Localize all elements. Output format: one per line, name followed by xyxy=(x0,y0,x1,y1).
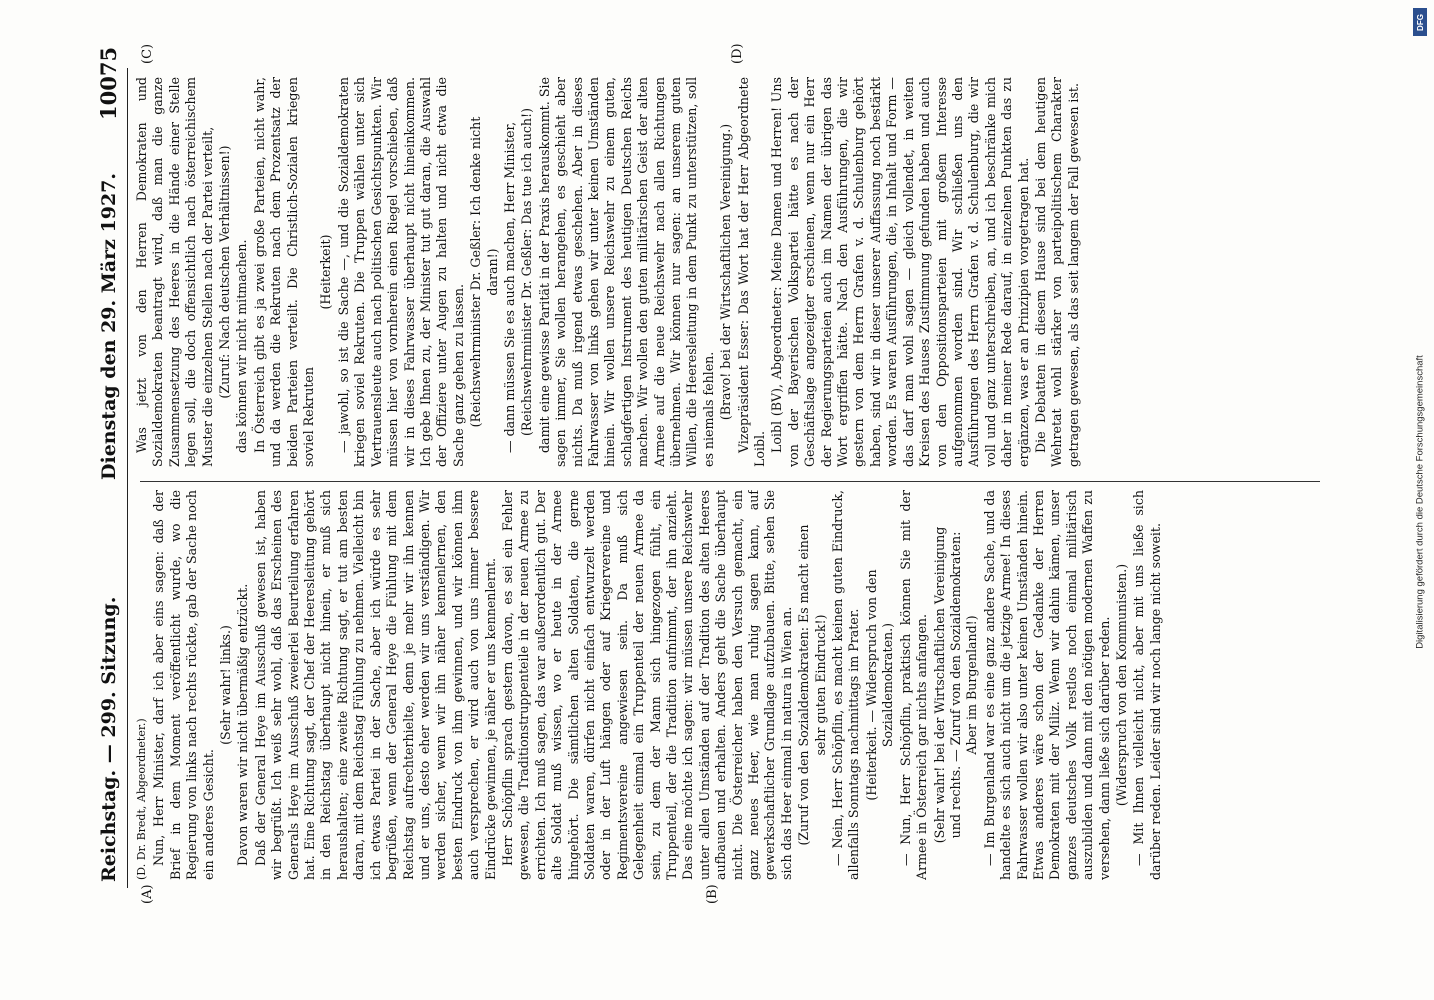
text-paragraph: — Im Burgenland war es eine ganz andere Sache, und da handelte es sich auch nicht um die jetzige Armee! In dieses Fahrwasser wollen wir also unter keinen Umständen hinein. Etwas anderes wäre schon der Gedanke der Herren Demokraten mit der Miliz. Wenn wir dahin kämen, unser ganzes deutsches Volk restlos noch einmal militärisch auszubilden und dann mit den nötigen modernen Waffen zu versehen, dann ließe sich darüber reden. xyxy=(981,490,1112,880)
interjection-paragraph: (Widerspruch von den Kommunisten.) xyxy=(1113,563,1129,807)
text-paragraph: — Nun, Herr Schöpflin, praktisch können Sie mit der Armee in Österreich gar nichts anfangen. xyxy=(897,490,930,880)
text-paragraph: — Mit Ihnen vielleicht nicht, aber mit uns ließe sich darüber reden. Leider sind wir noch lange nicht soweit. xyxy=(1131,490,1163,880)
text-paragraph: das können wir nicht mitmachen. xyxy=(234,239,250,453)
margin-marker-a: (A) xyxy=(140,884,155,904)
digitization-note: Digitalisierung gefördert durch die Deutsche Forschungsgemeinschaft xyxy=(1414,355,1426,649)
margin-marker-d: (D) xyxy=(730,43,745,64)
page-header xyxy=(92,0,126,1000)
text-paragraph: Was jetzt von den Herren Demokraten und Sozialdemokraten beantragt wird, daß man die ganze Zusammensetzung des Heeres in die Hände einer Stelle legen soll, die doch offensichtlich nach österreichischem Muster die einzelnen Stellen nach der Partei verteilt, xyxy=(134,77,215,467)
text-paragraph: In Österreich gibt es ja zwei große Parteien, nicht wahr, und da werden die Rekruten nach dem Prozentsatz der beiden Parteien verteilt. Die Christlich-Sozialen kriegen soviel Rekruten xyxy=(251,77,317,467)
page-number: 10075 xyxy=(96,46,121,120)
text-paragraph: — jawohl, so ist die Sache —, und die Sozialdemokraten kriegen soviel Rekruten. Die Truppen wählen unter sich Vertrauensleute auch nach politischen Gesichtspunkten. Wir müssen hier von vornherein einen Riegel vorschieben, daß wir in dieses Fahrwasser überhaupt nicht hineinkommen. Ich gebe Ihnen zu, der Minister tut gut daran, die Auswahl der Offiziere unter Augen zu halten und nicht etwa die Sache ganz gehen zu lassen. xyxy=(335,77,466,467)
header-left: Reichstag. — 299. Sitzung. xyxy=(98,596,120,882)
margin-marker-c: (C) xyxy=(140,43,155,64)
header-center-date: Dienstag den 29. März 1927. xyxy=(98,172,120,480)
interjection-paragraph: (Sehr wahr! links.) xyxy=(218,625,234,745)
text-paragraph: Loibl (BV), Abgeordneter: Meine Damen und Herren! Uns von der Bayerischen Volkspartei hätte es nach der Geschäftslage angezeigter erschienen, wenn nur ein Herr der Regierungsparteien auch im Namen der übrigen das Wort ergriffen hätte. Nach den Ausführungen, die wir gestern von dem Herrn Grafen v. d. Schulenburg gehört haben, sind wir in dieser unserer Auffassung noch bestärkt worden. Es waren Ausführungen, die, in Inhalt und Form — das darf man wohl sagen — gleich vollendet, in weiten Kreisen des Hauses Zustimmung gefunden haben und auch von den Oppositionsparteien mit großem Interesse aufgenommen worden sind. Wir schließen uns den Ausführungen des Herrn Grafen v. d. Schulenburg, die wir voll und ganz unterschreiben, an, und ich beschränke mich daher in meiner Rede darauf, in einzelnen Punkten das zu ergänzen, was er an Prinzipien vorgetragen hat. xyxy=(769,77,1031,467)
margin-marker-b: (B) xyxy=(705,884,720,904)
text-paragraph: damit eine gewisse Parität in der Praxis herauskommt. Sie sagen immer, Sie wollen herangehen, es geschieht aber nichts. Da muß irgend etwas geschehen. Aber in dieses Fahrwasser von links gehen wir unter keinen Umständen hinein. Wir wollen unsere Reichswehr zu einem guten, schlagfertigen Instrument des heutigen Deutschen Reichs machen. Wir wollen den guten militärischen Geist der alten Armee auf die neue Reichswehr nach allen Richtungen übernehmen. Wir können nur sagen: an unserem guten Willen, die Heeresleitung in dem Punkt zu unterstützen, soll es niemals fehlen. xyxy=(536,77,716,467)
interjection-paragraph: (Zuruf: Nach deutschen Verhältnissen!) xyxy=(217,145,233,399)
header-rule xyxy=(127,68,128,888)
text-paragraph: Davon waren wir nicht übermäßig entzückt. xyxy=(235,583,251,866)
interjection-paragraph: (Reichswehrminister Dr. Geßler: Das tue ich auch!) xyxy=(519,107,535,437)
interjection-paragraph: (Zuruf von den Sozialdemokraten: Es macht einen sehr guten Eindruck!) xyxy=(796,524,828,846)
text-paragraph: Herr Schöpflin sprach gestern davon, es sei ein Fehler gewesen, die Traditionstruppenteile in der neuen Armee zu errichten. Ich muß sagen, das war außerordentlich gut. Der alte Soldat muß wissen, wo er heute in der Armee hingehört. Die sämtlichen alten Soldaten, die gerne Soldaten waren, dürfen nicht einfach entwurzelt werden oder in der Luft hängen oder auf Kriegervereine und Regimentsvereine angewiesen sein. Da muß sich Gelegenheit einmal ein Truppenteil der neuen Armee da sein, zu dem der Mann sich hingezogen fühlt, ein Truppenteil, der die Tradition aufnimmt, der ihn anzieht. Das eine möchte ich sagen: wir müssen unsere Reichswehr unter allen Umständen auf der Tradition des alten Heeres aufbauen und erhalten. Anders geht die Sache überhaupt nicht. Die Österreicher haben den Versuch gemacht, ein ganz neues Heer, wie man ruhig sagen kann, auf gewerkschaftlicher Grundlage aufzubauen. Bitte, sehen Sie sich das Heer einmal in natura in Wien an. xyxy=(499,490,794,880)
interjection-paragraph: (Bravo! bei der Wirtschaftlichen Vereinigung.) xyxy=(718,123,734,421)
text-paragraph: Daß der General Heye im Ausschuß gewesen ist, haben wir begrüßt. Ich weiß sehr wohl, daß das Erscheinen des Generals Heye im Ausschuß zweierlei Beurteilung erfahren hat. Eine Richtung sagt, der Chef der Heeresleitung gehört in den Reichstag überhaupt nicht hinein, er muß sich heraushalten; eine zweite Richtung sagt, er tut am besten daran, mit dem Reichstag Fühlung zu nehmen. Vielleicht bin ich etwas Partei in der Sache, aber ich würde es sehr begrüßen, wenn der General Heye die Fühlung mit dem Reichstag aufrechterhielte, denn je mehr wir ihn kennen und er uns, desto eher werden wir uns verständigen. Wir werden sicher, wenn wir ihn näher kennenlernen, den besten Eindruck von ihm gewinnen, und wir können ihm auch versprechen, er wird auch von uns immer bessere Eindrücke gewinnen, je näher er uns kennenlernt. xyxy=(252,490,498,880)
interjection-paragraph: (Reichswehrminister Dr. Geßler: Ich denke nicht daran!) xyxy=(468,116,500,428)
text-paragraph: Die Debatten in diesem Hause sind bei dem heutigen Wehretat wohl stärker von parteipolitischem Charakter getragen gewesen, als das seit langem der Fall gewesen ist. xyxy=(1032,77,1081,467)
interjection-paragraph: (Heiterkeit) xyxy=(318,234,334,310)
interjection-paragraph: (Heiterkeit. — Widerspruch von den Sozialdemokraten.) xyxy=(863,569,896,801)
column-divider xyxy=(140,481,1320,482)
dfg-logo: DFG xyxy=(1413,8,1427,36)
interjection-paragraph: (Sehr wahr! bei der Wirtschaftlichen Vereinigung und rechts. — Zuruf von den Sozialdemokraten: Aber im Burgenland!) xyxy=(931,526,980,844)
text-paragraph: (D. Dr. Bredt, Abgeordneter.) xyxy=(135,718,148,880)
text-paragraph: Nun, Herr Minister, darf ich aber eins sagen: daß der Brief in dem Moment veröffentlicht wurde, wo die Regierung von links nach rechts rückte, gab der Sache noch ein anderes Gesicht. xyxy=(151,490,216,880)
text-paragraph: Vizepräsident Esser: Das Wort hat der Herr Abgeordnete Loibl. xyxy=(735,77,768,467)
right-text-column xyxy=(134,77,1324,467)
text-paragraph: — Nein, Herr Schöpflin, es macht keinen guten Eindruck, allenfalls Sonntags nachmittags im Prater. xyxy=(830,490,862,880)
left-text-column xyxy=(134,490,1324,880)
text-paragraph: — dann müssen Sie es auch machen, Herr Minister, xyxy=(501,121,517,453)
